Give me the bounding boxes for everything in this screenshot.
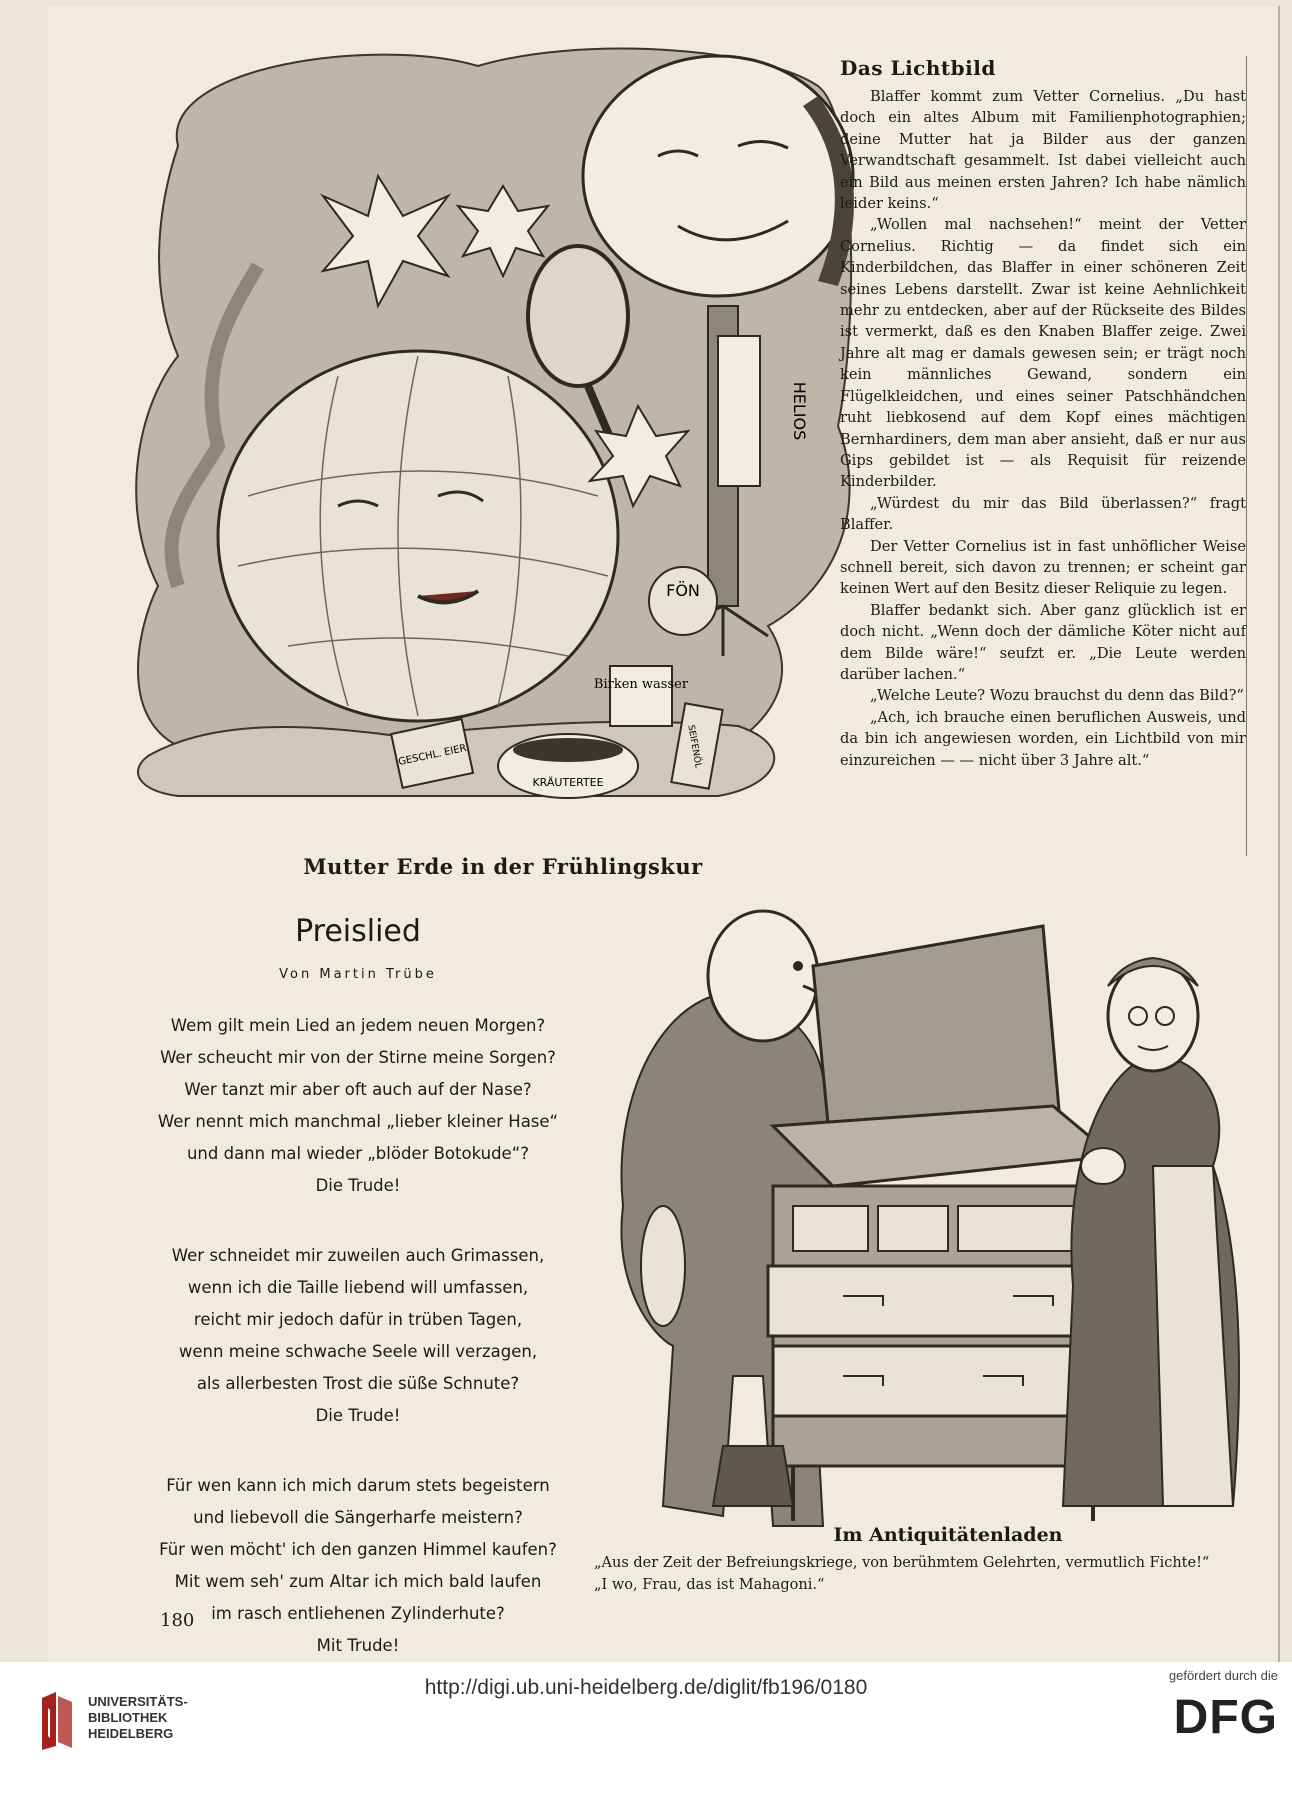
poem-line: Mit Trude! — [316, 1636, 400, 1655]
dfg-logo[interactable]: DFG — [1173, 1691, 1278, 1744]
library-name-line: UNIVERSITÄTS- — [88, 1694, 188, 1709]
poem-line: und dann mal wieder „blöder Botokude“? — [186, 1144, 530, 1163]
foen-label: FÖN — [666, 581, 700, 600]
cartoon-title: Im Antiquitätenladen — [833, 1524, 1063, 1546]
poem-line: Wer scheucht mir von der Stirne meine Sorgen? — [160, 1048, 556, 1067]
poem-line: Die Trude! — [315, 1406, 401, 1425]
poem-line: als allerbesten Trost die süße Schnute? — [196, 1374, 520, 1393]
poem-line: reicht mir jedoch dafür in trüben Tagen, — [193, 1310, 523, 1329]
poem-preislied — [98, 914, 618, 1700]
poem-stanza — [98, 1470, 618, 1662]
poem-line: Für wen möcht' ich den ganzen Himmel kaufen? — [159, 1540, 557, 1559]
poem-line: und liebevoll die Sängerharfe meistern? — [193, 1508, 523, 1527]
poem-stanza — [98, 1240, 618, 1432]
poem-line: wenn meine schwache Seele will verzagen, — [178, 1342, 538, 1361]
cartoon-caption — [588, 1524, 1292, 1596]
poem-line: Wer schneidet mir zuweilen auch Grimassen, — [171, 1246, 545, 1265]
article-paragraph: „Wollen mal nachsehen!“ meint der Vetter Cornelius. Richtig — da findet sich ein Kinderbildchen, das Blaffer in einer schöneren Zeit seines Lebens darstellt. Zwar ist keine Aehnlichkeit mehr zu entdecken, aber auf der Rückseite des Bildes ist vermerkt, daß es den Knaben Blaffer zeige. Zwei Jahre alt mag er damals gewesen sein; er trägt noch kein männliches Gewand, sondern ein Flügelkleidchen, und eines seiner Patschhändchen ruht liebkosend auf dem Kopf eines mächtigen Bernhardiners, dem man aber ansieht, daß er nur aus Gips gebildet ist — als Requisit für reizende Kinderbilder. — [840, 216, 1246, 491]
cartoon-caption-line: „I wo, Frau, das ist Mahagoni.“ — [594, 1577, 825, 1593]
cartoon-antiquitaetenladen — [593, 906, 1292, 1531]
funding-label: gefördert durch die — [1168, 1668, 1278, 1683]
permalink-url[interactable]: http://digi.ub.uni-heidelberg.de/diglit/fb196/0180 — [424, 1676, 868, 1699]
article-paragraph: „Ach, ich brauche einen beruflichen Ausweis, und da bin ich angewiesen worden, ein Lichtbild von mir einzureichen — — nicht über 3 Jahre alt.“ — [840, 708, 1246, 769]
library-name-line: HEIDELBERG — [88, 1726, 174, 1741]
birkenwasser-label: Birken wasser — [593, 677, 689, 692]
library-name[interactable] — [88, 1694, 188, 1742]
poem-line: Wem gilt mein Lied an jedem neuen Morgen? — [170, 1016, 546, 1035]
article-title: Das Lichtbild — [840, 56, 996, 80]
poem-line: Wer nennt mich manchmal „lieber kleiner Hase“ — [157, 1112, 559, 1131]
poem-stanza — [98, 1010, 618, 1202]
article-paragraph: Blaffer kommt zum Vetter Cornelius. „Du hast doch ein altes Album mit Familienphotographien; deine Mutter hat ja Bilder aus der ganzen Verwandtschaft gesammelt. Ist dabei vielleicht auch ein Bild aus meinen ersten Jahren? Ich habe nämlich leider keins.“ — [840, 88, 1246, 213]
poem-line: Wer tanzt mir aber oft auch auf der Nase? — [184, 1080, 532, 1099]
article-paragraph: Blaffer bedankt sich. Aber ganz glücklich ist er doch nicht. „Wenn doch der dämliche Köter nicht auf dem Bilde wäre!“ seufzt er. „Die Leute werden darüber lachen.“ — [840, 601, 1246, 683]
library-name-line: BIBLIOTHEK — [88, 1710, 168, 1725]
eier-label: GESCHL. EIER — [397, 742, 468, 769]
poem-author: Von Martin Trübe — [279, 967, 437, 982]
article-paragraph: „Würdest du mir das Bild überlassen?“ fragt Blaffer. — [840, 494, 1246, 534]
article-paragraph: Der Vetter Cornelius ist in fast unhöflicher Weise schnell bereit, sich davon zu trennen; er scheint gar keinen Wert auf den Besitz dieser Reliquie zu legen. — [840, 537, 1246, 598]
poem-line: Die Trude! — [315, 1176, 401, 1195]
illustration-mutter-erde — [118, 26, 888, 816]
seifenoel-label: SEIFENÖL — [685, 724, 703, 769]
article-das-lichtbild — [840, 56, 1247, 856]
cartoon-caption-line: „Aus der Zeit der Befreiungskriege, von berühmtem Gelehrten, vermutlich Fichte!“ — [594, 1555, 1210, 1571]
helios-label: HELIOS — [790, 381, 809, 441]
scanned-page — [48, 6, 1280, 1662]
poem-line: wenn ich die Taille liebend will umfassen, — [187, 1278, 529, 1297]
article-paragraph: „Welche Leute? Wozu brauchst du denn das Bild?“ — [870, 687, 1244, 705]
kraeutertee-label: KRÄUTERTEE — [532, 776, 604, 789]
illustration-caption: Mutter Erde in der Frühlingskur — [303, 854, 703, 879]
poem-title: Preislied — [295, 914, 421, 949]
poem-line: Mit wem seh' zum Altar ich mich bald laufen — [174, 1572, 542, 1591]
poem-line: im rasch entliehenen Zylinderhute? — [211, 1604, 505, 1623]
page-number: 180 — [160, 1610, 195, 1631]
poem-line: Für wen kann ich mich darum stets begeistern — [166, 1476, 550, 1495]
